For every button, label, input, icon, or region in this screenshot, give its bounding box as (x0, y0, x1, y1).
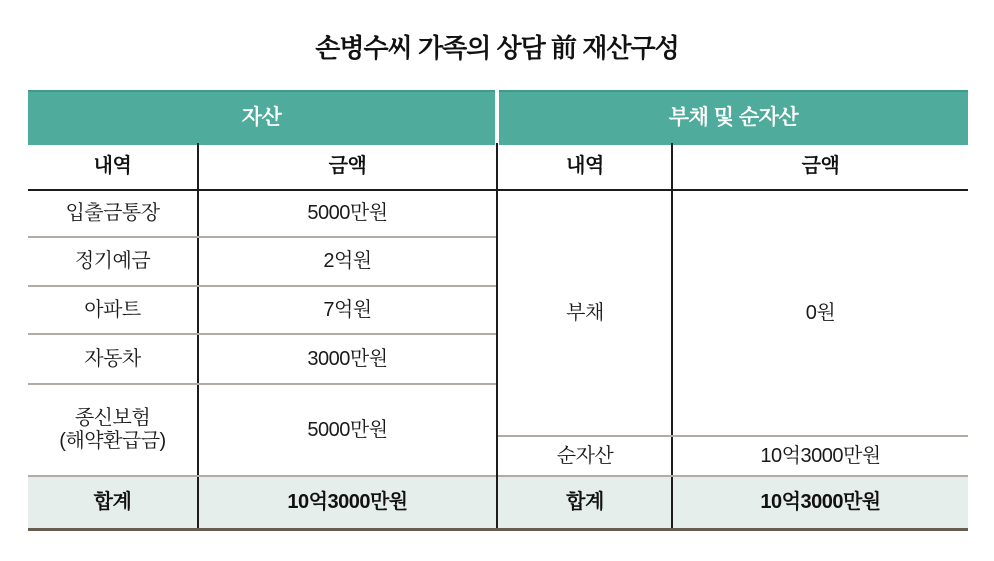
assets-section-header: 자산 (28, 90, 495, 145)
asset-row-label: 정기예금 (74, 250, 151, 272)
asset-row-value: 5000만원 (307, 418, 388, 441)
liabilities-amount-column-header: 금액 (801, 154, 840, 177)
liabilities-section-header: 부채 및 순자산 (499, 90, 968, 145)
page-title: 손병수씨 가족의 상담 前 재산구성 (315, 33, 679, 63)
liabilities-detail-column-header: 내역 (566, 154, 604, 177)
row-divider-line (28, 383, 496, 385)
asset-row-label: 입출금통장 (65, 202, 160, 224)
asset-row-label-line2: (해약환급금) (59, 430, 166, 452)
asset-row-value: 5000만원 (307, 202, 388, 224)
assets-total-value: 10억3000만원 (287, 491, 408, 513)
row-divider-line (28, 333, 496, 335)
section-divider-line (496, 143, 498, 528)
asset-row-label-line1: 종신보험 (74, 407, 151, 429)
asset-row-label (28, 385, 197, 475)
assets-detail-column-header: 내역 (93, 154, 132, 177)
asset-table (28, 90, 968, 532)
net-asset-row-value: 10억3000만원 (760, 444, 881, 467)
row-divider-line (28, 236, 496, 238)
subheader-divider-line (28, 189, 968, 191)
row-divider-line (28, 475, 496, 477)
row-divider-line (498, 435, 968, 437)
liability-row-label: 부채 (566, 301, 604, 324)
liability-row-value: 0원 (805, 301, 836, 324)
table-bottom-border (28, 528, 968, 531)
row-divider-line (28, 285, 496, 287)
assets-total-label: 합계 (93, 491, 132, 513)
left-column-divider-line (197, 143, 199, 528)
asset-row-value: 3000만원 (307, 347, 388, 370)
row-divider-line (498, 475, 968, 477)
asset-row-value: 2억원 (323, 250, 372, 272)
liabilities-total-value: 10억3000만원 (760, 491, 881, 513)
asset-row-label: 자동차 (84, 347, 141, 370)
net-asset-row-label: 순자산 (556, 444, 614, 467)
assets-amount-column-header: 금액 (328, 154, 367, 177)
asset-row-label: 아파트 (84, 298, 141, 321)
right-column-divider-line (671, 143, 673, 528)
liabilities-total-label: 합계 (566, 491, 604, 513)
asset-row-value: 7억원 (323, 298, 372, 321)
